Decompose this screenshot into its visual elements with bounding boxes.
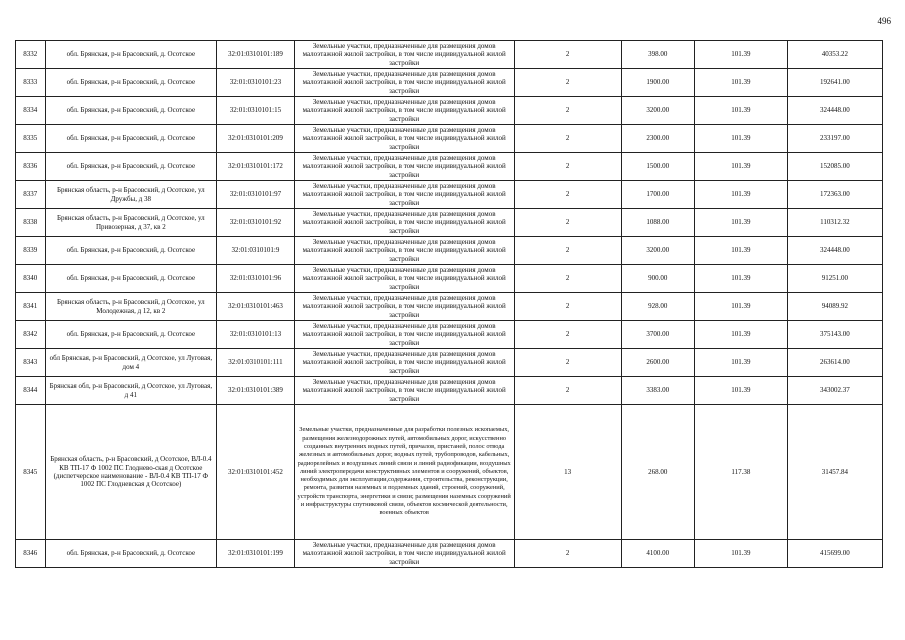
area-cell: 398.00: [621, 41, 694, 69]
address-cell: обл. Брянская, р-н Брасовский, д. Осотское: [45, 125, 217, 153]
group-code-cell: 2: [514, 540, 621, 568]
table-row: [16, 153, 883, 181]
cadastral-number-cell: 32:01:0310101:199: [217, 540, 295, 568]
area-cell: 900.00: [621, 265, 694, 293]
area-cell: 2300.00: [621, 125, 694, 153]
specific-value-cell: 101.39: [694, 321, 787, 349]
land-use-cell: Земельные участки, предназначенные для разработки полезных ископаемых, размещения железнодорожных путей, автомобильных дорог, искусственно созданных внутренних водных путей, причалов, пристаней, полос отвода железных и автомобильных дорог, водных путей, трубопроводов, кабельных, радиорелейных и воздушных линий связи и линий радиофикации, воздушных линий электропередачи конструктивных элементов и сооружений, объектов, необходимых для эксплуатации,содержания, строительства, реконструкции, ремонта, развития наземных и подземных зданий, строений, сооружений, устройств транспорта, энергетики и связи; размещения наземных сооружений и инфраструктуры спутниковой связи, объектов космической деятельности, военных объектов: [294, 405, 514, 540]
area-cell: 268.00: [621, 405, 694, 540]
address-cell: Брянская область, р-н Брасовский, д Осотское, ул Молодежная, д 12, кв 2: [45, 293, 217, 321]
specific-value-cell: 101.39: [694, 153, 787, 181]
land-use-cell: Земельные участки, предназначенные для размещения домов малоэтажной жилой застройки, в том числе индивидуальной жилой застройки: [294, 349, 514, 377]
row-number-cell: 8333: [16, 69, 46, 97]
table-row: [16, 181, 883, 209]
area-cell: 1500.00: [621, 153, 694, 181]
cadastral-value-cell: 324448.00: [787, 97, 882, 125]
cadastral-value-cell: 375143.00: [787, 321, 882, 349]
table-row: [16, 97, 883, 125]
row-number-cell: 8343: [16, 349, 46, 377]
specific-value-cell: 101.39: [694, 181, 787, 209]
row-number-cell: 8340: [16, 265, 46, 293]
cadastral-number-cell: 32:01:0310101:97: [217, 181, 295, 209]
cadastral-number-cell: 32:01:0310101:92: [217, 209, 295, 237]
land-use-cell: Земельные участки, предназначенные для размещения домов малоэтажной жилой застройки, в том числе индивидуальной жилой застройки: [294, 540, 514, 568]
page-number: 496: [877, 16, 891, 26]
cadastral-number-cell: 32:01:0310101:209: [217, 125, 295, 153]
group-code-cell: 2: [514, 349, 621, 377]
group-code-cell: 2: [514, 153, 621, 181]
land-valuation-table: [15, 40, 883, 568]
group-code-cell: 2: [514, 377, 621, 405]
address-cell: Брянская область, р-н Брасовский, д Осотское, ул Привозерная, д 37, кв 2: [45, 209, 217, 237]
specific-value-cell: 101.39: [694, 97, 787, 125]
cadastral-value-cell: 233197.00: [787, 125, 882, 153]
specific-value-cell: 101.39: [694, 41, 787, 69]
group-code-cell: 2: [514, 97, 621, 125]
row-number-cell: 8339: [16, 237, 46, 265]
row-number-cell: 8338: [16, 209, 46, 237]
row-number-cell: 8345: [16, 405, 46, 540]
cadastral-value-cell: 343002.37: [787, 377, 882, 405]
cadastral-value-cell: 415699.00: [787, 540, 882, 568]
area-cell: 928.00: [621, 293, 694, 321]
address-cell: обл. Брянская, р-н Брасовский, д. Осотское: [45, 97, 217, 125]
table-row: [16, 321, 883, 349]
cadastral-value-cell: 40353.22: [787, 41, 882, 69]
table-row: [16, 69, 883, 97]
row-number-cell: 8344: [16, 377, 46, 405]
specific-value-cell: 101.39: [694, 540, 787, 568]
table-row: [16, 209, 883, 237]
row-number-cell: 8337: [16, 181, 46, 209]
area-cell: 1900.00: [621, 69, 694, 97]
land-use-cell: Земельные участки, предназначенные для размещения домов малоэтажной жилой застройки, в том числе индивидуальной жилой застройки: [294, 125, 514, 153]
row-number-cell: 8332: [16, 41, 46, 69]
table-row: [16, 125, 883, 153]
address-cell: обл. Брянская, р-н Брасовский, д. Осотское: [45, 41, 217, 69]
cadastral-number-cell: 32:01:0310101:452: [217, 405, 295, 540]
area-cell: 3700.00: [621, 321, 694, 349]
cadastral-number-cell: 32:01:0310101:9: [217, 237, 295, 265]
table-row: [16, 405, 883, 540]
address-cell: обл. Брянская, р-н Брасовский, д. Осотское: [45, 265, 217, 293]
row-number-cell: 8334: [16, 97, 46, 125]
cadastral-value-cell: 172363.00: [787, 181, 882, 209]
specific-value-cell: 101.39: [694, 265, 787, 293]
address-cell: обл Брянская, р-н Брасовский, д Осотское, ул Луговая, дом 4: [45, 349, 217, 377]
address-cell: обл. Брянская, р-н Брасовский, д. Осотское: [45, 237, 217, 265]
address-cell: Брянская обл, р-н Брасовский, д Осотское, ул Луговая, д 41: [45, 377, 217, 405]
cadastral-value-cell: 152085.00: [787, 153, 882, 181]
address-cell: обл. Брянская, р-н Брасовский, д. Осотское: [45, 153, 217, 181]
row-number-cell: 8336: [16, 153, 46, 181]
specific-value-cell: 101.39: [694, 293, 787, 321]
group-code-cell: 2: [514, 237, 621, 265]
area-cell: 1700.00: [621, 181, 694, 209]
cadastral-value-cell: 192641.00: [787, 69, 882, 97]
table-row: [16, 265, 883, 293]
land-use-cell: Земельные участки, предназначенные для размещения домов малоэтажной жилой застройки, в том числе индивидуальной жилой застройки: [294, 209, 514, 237]
land-use-cell: Земельные участки, предназначенные для размещения домов малоэтажной жилой застройки, в том числе индивидуальной жилой застройки: [294, 237, 514, 265]
cadastral-value-cell: 263614.00: [787, 349, 882, 377]
cadastral-number-cell: 32:01:0310101:96: [217, 265, 295, 293]
cadastral-value-cell: 91251.00: [787, 265, 882, 293]
area-cell: 3383.00: [621, 377, 694, 405]
row-number-cell: 8341: [16, 293, 46, 321]
cadastral-number-cell: 32:01:0310101:389: [217, 377, 295, 405]
specific-value-cell: 101.39: [694, 209, 787, 237]
land-use-cell: Земельные участки, предназначенные для размещения домов малоэтажной жилой застройки, в том числе индивидуальной жилой застройки: [294, 153, 514, 181]
row-number-cell: 8346: [16, 540, 46, 568]
table-row: [16, 237, 883, 265]
group-code-cell: 2: [514, 293, 621, 321]
area-cell: 3200.00: [621, 97, 694, 125]
cadastral-number-cell: 32:01:0310101:463: [217, 293, 295, 321]
land-use-cell: Земельные участки, предназначенные для размещения домов малоэтажной жилой застройки, в том числе индивидуальной жилой застройки: [294, 181, 514, 209]
specific-value-cell: 101.39: [694, 237, 787, 265]
address-cell: обл. Брянская, р-н Брасовский, д. Осотское: [45, 69, 217, 97]
land-use-cell: Земельные участки, предназначенные для размещения домов малоэтажной жилой застройки, в том числе индивидуальной жилой застройки: [294, 321, 514, 349]
group-code-cell: 2: [514, 125, 621, 153]
cadastral-number-cell: 32:01:0310101:23: [217, 69, 295, 97]
land-use-cell: Земельные участки, предназначенные для размещения домов малоэтажной жилой застройки, в том числе индивидуальной жилой застройки: [294, 293, 514, 321]
specific-value-cell: 117.38: [694, 405, 787, 540]
group-code-cell: 2: [514, 265, 621, 293]
cadastral-value-cell: 324448.00: [787, 237, 882, 265]
address-cell: Брянская область, р-н Брасовский, д Осотское, ВЛ-0.4 КВ ТП-17 Ф 1002 ПС Глоднево-ская д Осотское (диспетчерское наименование - ВЛ-0.4 КВ ТП-17 Ф 1002 ПС Глодневская д Осотское): [45, 405, 217, 540]
area-cell: 3200.00: [621, 237, 694, 265]
table-row: [16, 349, 883, 377]
land-use-cell: Земельные участки, предназначенные для размещения домов малоэтажной жилой застройки, в том числе индивидуальной жилой застройки: [294, 377, 514, 405]
address-cell: обл. Брянская, р-н Брасовский, д. Осотское: [45, 321, 217, 349]
land-use-cell: Земельные участки, предназначенные для размещения домов малоэтажной жилой застройки, в том числе индивидуальной жилой застройки: [294, 69, 514, 97]
group-code-cell: 2: [514, 69, 621, 97]
table-body: [16, 41, 883, 568]
cadastral-number-cell: 32:01:0310101:172: [217, 153, 295, 181]
specific-value-cell: 101.39: [694, 349, 787, 377]
table-row: [16, 540, 883, 568]
row-number-cell: 8335: [16, 125, 46, 153]
specific-value-cell: 101.39: [694, 69, 787, 97]
land-use-cell: Земельные участки, предназначенные для размещения домов малоэтажной жилой застройки, в том числе индивидуальной жилой застройки: [294, 41, 514, 69]
specific-value-cell: 101.39: [694, 377, 787, 405]
cadastral-value-cell: 110312.32: [787, 209, 882, 237]
area-cell: 1088.00: [621, 209, 694, 237]
group-code-cell: 2: [514, 321, 621, 349]
table-row: [16, 293, 883, 321]
group-code-cell: 13: [514, 405, 621, 540]
address-cell: Брянская область, р-н Брасовский, д Осотское, ул Дружбы, д 38: [45, 181, 217, 209]
area-cell: 2600.00: [621, 349, 694, 377]
cadastral-number-cell: 32:01:0310101:15: [217, 97, 295, 125]
address-cell: обл. Брянская, р-н Брасовский, д. Осотское: [45, 540, 217, 568]
cadastral-number-cell: 32:01:0310101:13: [217, 321, 295, 349]
cadastral-value-cell: 31457.84: [787, 405, 882, 540]
land-use-cell: Земельные участки, предназначенные для размещения домов малоэтажной жилой застройки, в том числе индивидуальной жилой застройки: [294, 97, 514, 125]
group-code-cell: 2: [514, 41, 621, 69]
cadastral-number-cell: 32:01:0310101:189: [217, 41, 295, 69]
group-code-cell: 2: [514, 209, 621, 237]
table-row: [16, 41, 883, 69]
group-code-cell: 2: [514, 181, 621, 209]
area-cell: 4100.00: [621, 540, 694, 568]
row-number-cell: 8342: [16, 321, 46, 349]
specific-value-cell: 101.39: [694, 125, 787, 153]
land-use-cell: Земельные участки, предназначенные для размещения домов малоэтажной жилой застройки, в том числе индивидуальной жилой застройки: [294, 265, 514, 293]
cadastral-value-cell: 94089.92: [787, 293, 882, 321]
cadastral-number-cell: 32:01:0310101:111: [217, 349, 295, 377]
table-row: [16, 377, 883, 405]
